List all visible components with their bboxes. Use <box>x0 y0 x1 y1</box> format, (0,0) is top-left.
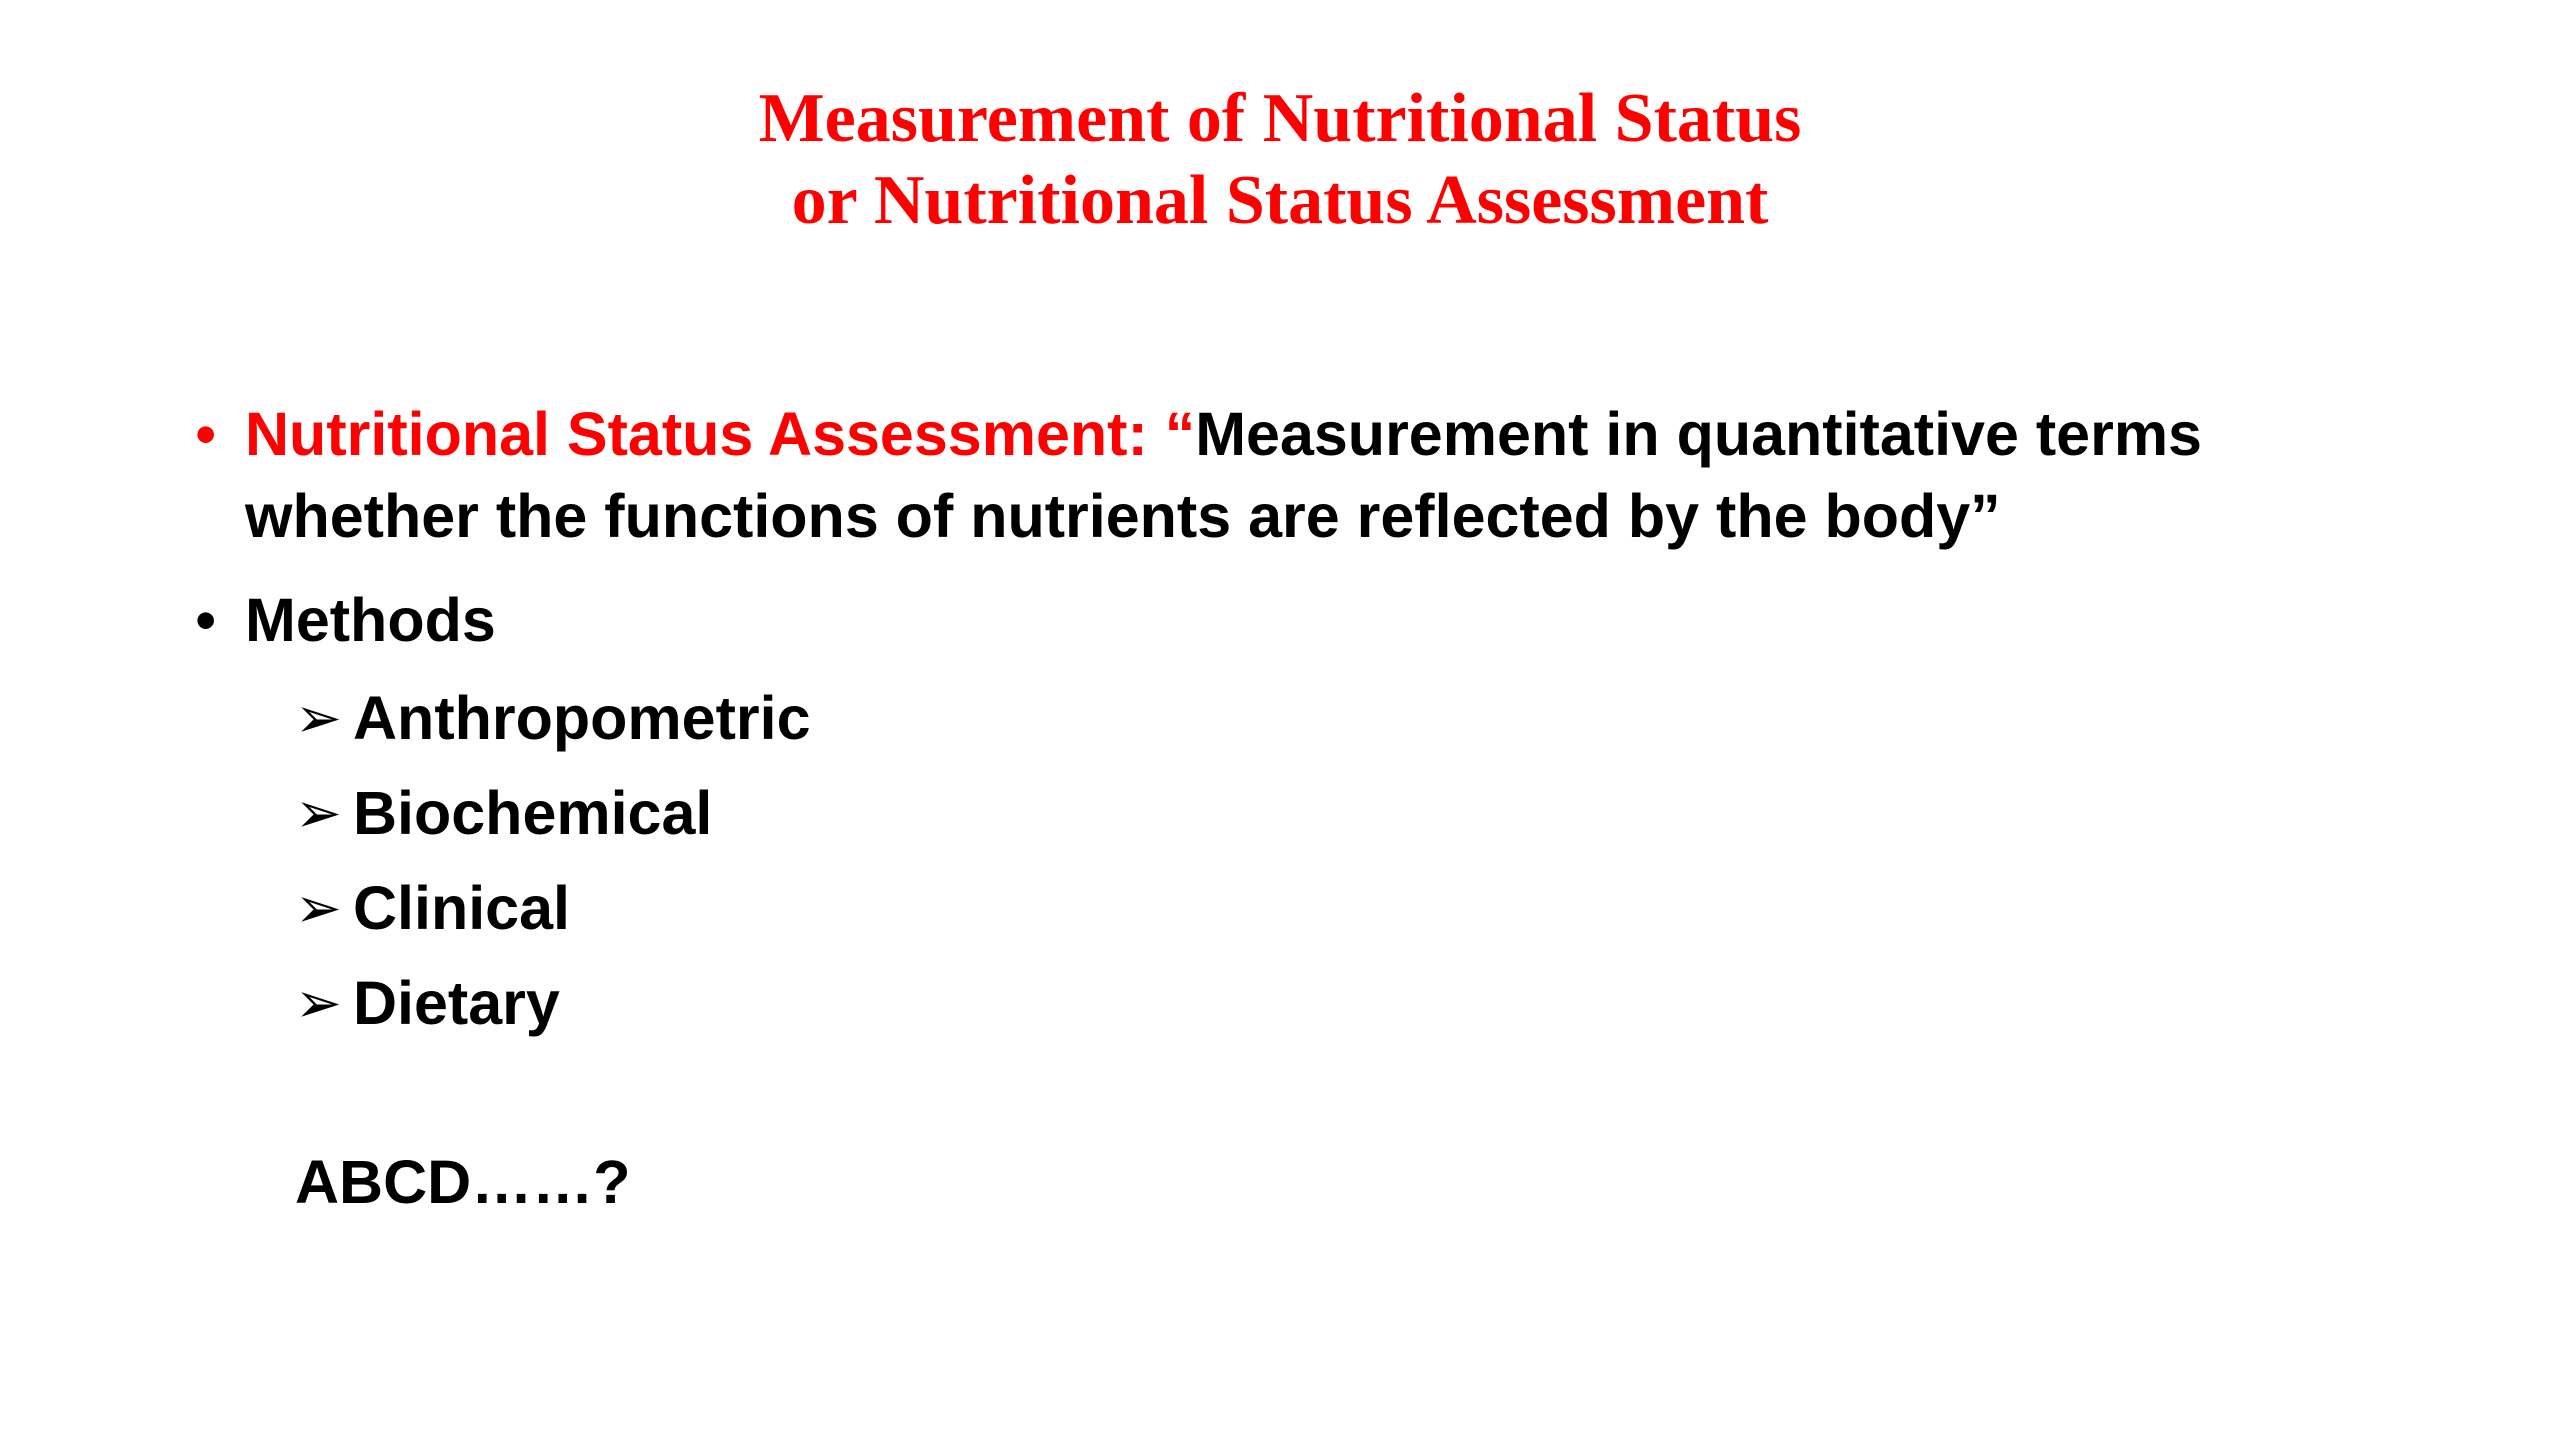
method-dietary: Dietary <box>353 969 560 1037</box>
list-item <box>295 671 2445 766</box>
methods-label: Methods <box>245 586 496 654</box>
definition-text-line1: Measurement in quantitative terms <box>1195 400 2202 468</box>
list-item <box>295 766 2445 861</box>
bullet-marker: • <box>195 586 217 654</box>
methods-list <box>295 671 2445 1051</box>
abcd-mnemonic: ABCD……? <box>295 1148 631 1216</box>
arrow-icon: ➢ <box>295 876 342 941</box>
list-item <box>295 956 2445 1051</box>
method-anthropometric: Anthropometric <box>353 684 811 752</box>
title-line-1: Measurement of Nutritional Status <box>758 80 1802 157</box>
title-line-2: or Nutritional Status Assessment <box>791 162 1769 239</box>
method-biochemical: Biochemical <box>353 779 713 847</box>
arrow-icon: ➢ <box>295 686 342 751</box>
arrow-icon: ➢ <box>295 971 342 1036</box>
slide-title <box>0 78 2560 242</box>
method-clinical: Clinical <box>353 874 570 942</box>
bullet-definition <box>195 393 2445 557</box>
definition-term: Nutritional Status Assessment: “ <box>245 400 1196 468</box>
bullet-methods <box>195 579 2445 661</box>
bullet-marker: • <box>195 400 217 468</box>
list-item <box>295 861 2445 956</box>
definition-text-line2: whether the functions of nutrients are reflected by the body” <box>245 482 2001 550</box>
arrow-icon: ➢ <box>295 781 342 846</box>
slide-body <box>195 393 2445 1223</box>
